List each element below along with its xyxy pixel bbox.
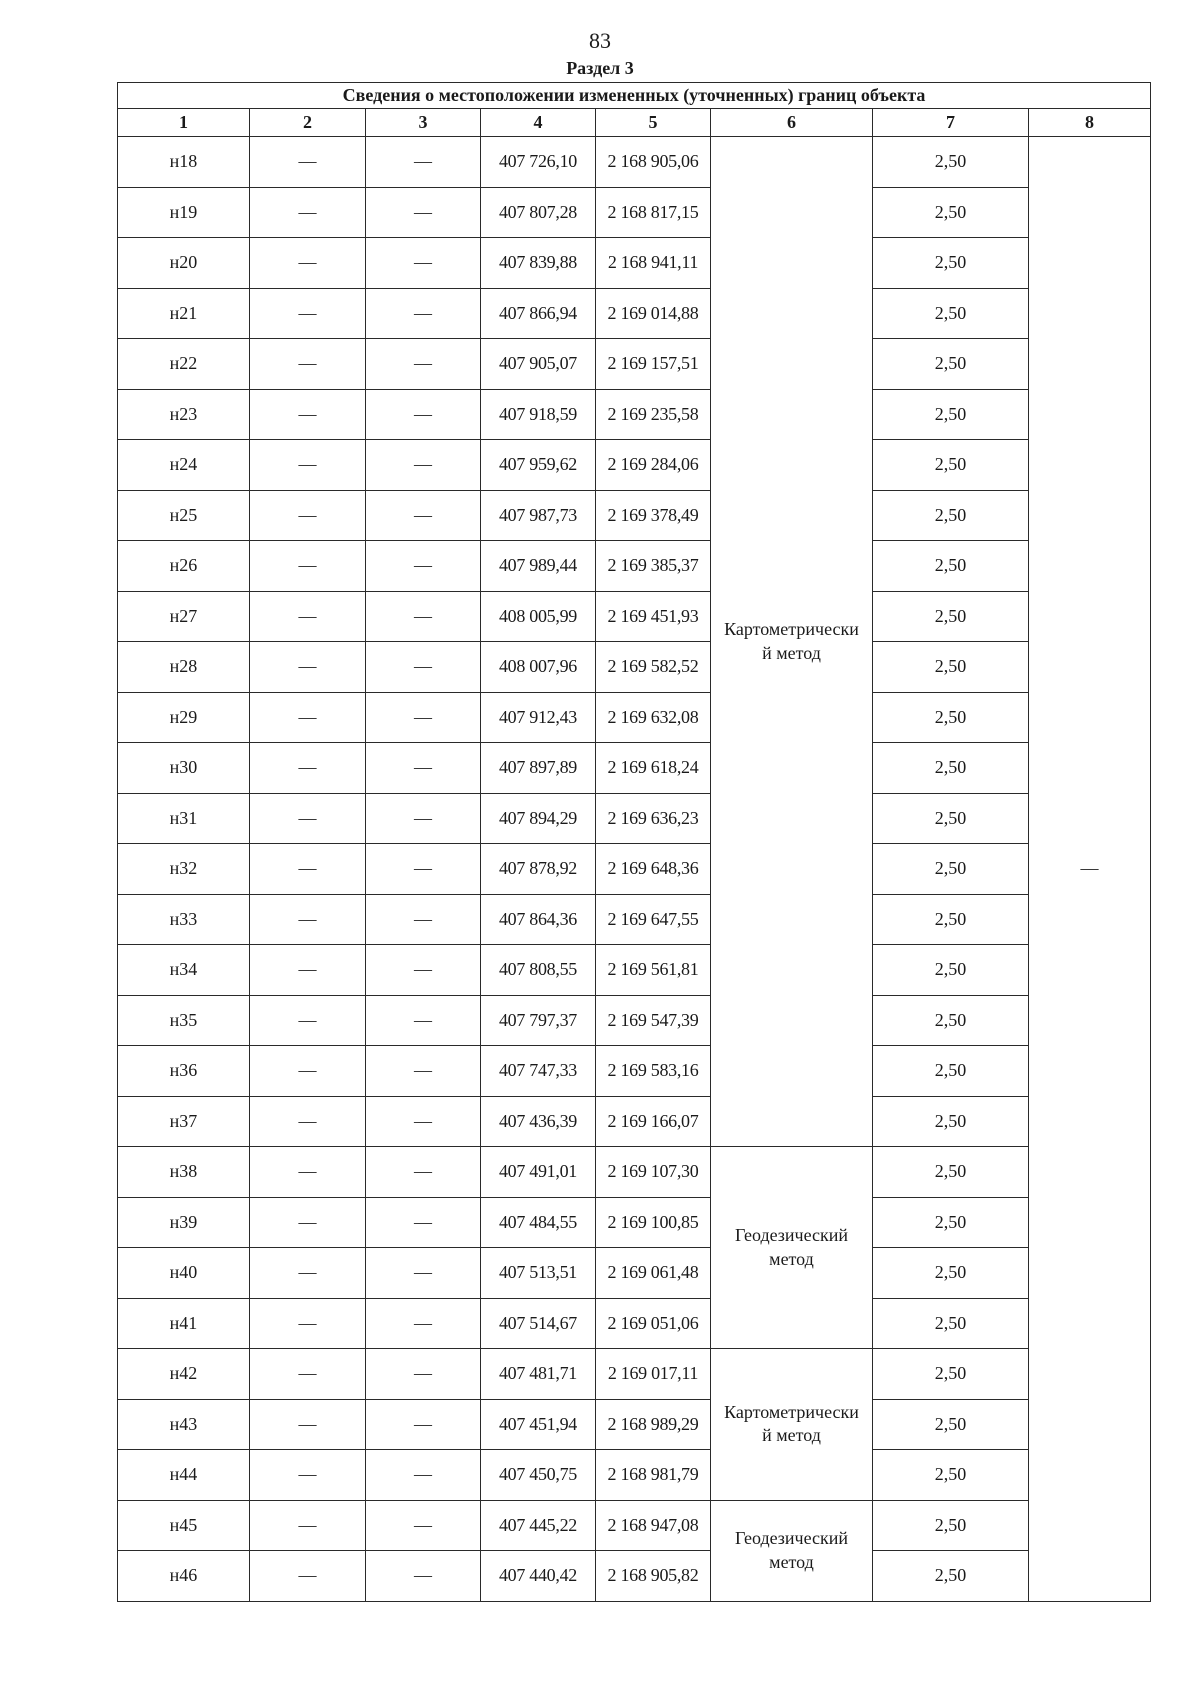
x-coordinate: 407 905,07: [481, 339, 596, 390]
col2-value: —: [250, 339, 366, 390]
table-row: [118, 137, 1151, 188]
table-caption: Сведения о местоположении измененных (уточненных) границ объекта: [118, 83, 1151, 109]
point-name: н29: [118, 692, 250, 743]
y-coordinate: 2 169 100,85: [596, 1197, 711, 1248]
table-row: [118, 692, 1151, 743]
point-name: н31: [118, 793, 250, 844]
point-name: н33: [118, 894, 250, 945]
x-coordinate: 407 987,73: [481, 490, 596, 541]
col2-value: —: [250, 642, 366, 693]
table-row: [118, 591, 1151, 642]
point-name: н41: [118, 1298, 250, 1349]
y-coordinate: 2 169 582,52: [596, 642, 711, 693]
col3-value: —: [366, 288, 481, 339]
y-coordinate: 2 169 107,30: [596, 1147, 711, 1198]
y-coordinate: 2 168 989,29: [596, 1399, 711, 1450]
col3-value: —: [366, 945, 481, 996]
y-coordinate: 2 169 017,11: [596, 1349, 711, 1400]
y-coordinate: 2 169 647,55: [596, 894, 711, 945]
col3-value: —: [366, 642, 481, 693]
x-coordinate: 407 481,71: [481, 1349, 596, 1400]
column-header-2: 2: [250, 109, 366, 137]
point-name: н43: [118, 1399, 250, 1450]
col2-value: —: [250, 187, 366, 238]
col3-value: —: [366, 1147, 481, 1198]
x-coordinate: 407 514,67: [481, 1298, 596, 1349]
table-row: [118, 1046, 1151, 1097]
y-coordinate: 2 169 166,07: [596, 1096, 711, 1147]
x-coordinate: 407 897,89: [481, 743, 596, 794]
col3-value: —: [366, 844, 481, 895]
col3-value: —: [366, 137, 481, 188]
precision-value: 2,50: [873, 1298, 1029, 1349]
precision-value: 2,50: [873, 591, 1029, 642]
point-name: н45: [118, 1500, 250, 1551]
y-coordinate: 2 169 632,08: [596, 692, 711, 743]
x-coordinate: 407 866,94: [481, 288, 596, 339]
table-row: [118, 1500, 1151, 1551]
point-name: н36: [118, 1046, 250, 1097]
col3-value: —: [366, 238, 481, 289]
point-name: н22: [118, 339, 250, 390]
col3-value: —: [366, 1298, 481, 1349]
precision-value: 2,50: [873, 1349, 1029, 1400]
x-coordinate: 407 484,55: [481, 1197, 596, 1248]
point-name: н19: [118, 187, 250, 238]
x-coordinate: 407 808,55: [481, 945, 596, 996]
x-coordinate: 407 959,62: [481, 440, 596, 491]
col2-value: —: [250, 844, 366, 895]
table-row: [118, 288, 1151, 339]
x-coordinate: 407 878,92: [481, 844, 596, 895]
y-coordinate: 2 168 947,08: [596, 1500, 711, 1551]
table-row: [118, 389, 1151, 440]
x-coordinate: 407 918,59: [481, 389, 596, 440]
col2-value: —: [250, 389, 366, 440]
col2-value: —: [250, 945, 366, 996]
table-row: [118, 1551, 1151, 1602]
column-header-6: 6: [711, 109, 873, 137]
column-header-8: 8: [1029, 109, 1151, 137]
point-name: н42: [118, 1349, 250, 1400]
method-cell: Геодезический метод: [711, 1500, 873, 1601]
col2-value: —: [250, 1500, 366, 1551]
x-coordinate: 407 726,10: [481, 137, 596, 188]
point-name: н20: [118, 238, 250, 289]
precision-value: 2,50: [873, 743, 1029, 794]
col2-value: —: [250, 137, 366, 188]
precision-value: 2,50: [873, 490, 1029, 541]
col2-value: —: [250, 793, 366, 844]
table-row: [118, 238, 1151, 289]
y-coordinate: 2 169 648,36: [596, 844, 711, 895]
precision-value: 2,50: [873, 288, 1029, 339]
col2-value: —: [250, 1551, 366, 1602]
precision-value: 2,50: [873, 1096, 1029, 1147]
point-name: н30: [118, 743, 250, 794]
precision-value: 2,50: [873, 1197, 1029, 1248]
x-coordinate: 407 440,42: [481, 1551, 596, 1602]
point-name: н26: [118, 541, 250, 592]
y-coordinate: 2 169 051,06: [596, 1298, 711, 1349]
x-coordinate: 407 912,43: [481, 692, 596, 743]
y-coordinate: 2 169 385,37: [596, 541, 711, 592]
column-header-3: 3: [366, 109, 481, 137]
y-coordinate: 2 169 378,49: [596, 490, 711, 541]
col2-value: —: [250, 541, 366, 592]
y-coordinate: 2 168 817,15: [596, 187, 711, 238]
table-row: [118, 1399, 1151, 1450]
point-name: н32: [118, 844, 250, 895]
col2-value: —: [250, 995, 366, 1046]
col2-value: —: [250, 1349, 366, 1400]
col2-value: —: [250, 1399, 366, 1450]
x-coordinate: 407 894,29: [481, 793, 596, 844]
precision-value: 2,50: [873, 642, 1029, 693]
col3-value: —: [366, 541, 481, 592]
col3-value: —: [366, 440, 481, 491]
col3-value: —: [366, 389, 481, 440]
precision-value: 2,50: [873, 692, 1029, 743]
col2-value: —: [250, 692, 366, 743]
precision-value: 2,50: [873, 137, 1029, 188]
col3-value: —: [366, 995, 481, 1046]
y-coordinate: 2 168 905,82: [596, 1551, 711, 1602]
col3-value: —: [366, 1248, 481, 1299]
col2-value: —: [250, 238, 366, 289]
precision-value: 2,50: [873, 1046, 1029, 1097]
col2-value: —: [250, 1147, 366, 1198]
y-coordinate: 2 169 636,23: [596, 793, 711, 844]
column-header-5: 5: [596, 109, 711, 137]
method-cell: Картометрически й метод: [711, 1349, 873, 1501]
point-name: н24: [118, 440, 250, 491]
col3-value: —: [366, 692, 481, 743]
x-coordinate: 407 839,88: [481, 238, 596, 289]
precision-value: 2,50: [873, 1551, 1029, 1602]
col3-value: —: [366, 743, 481, 794]
point-name: н23: [118, 389, 250, 440]
table-row: [118, 844, 1151, 895]
table-row: [118, 894, 1151, 945]
table-row: [118, 1096, 1151, 1147]
precision-value: 2,50: [873, 1399, 1029, 1450]
point-name: н46: [118, 1551, 250, 1602]
col3-value: —: [366, 1399, 481, 1450]
col2-value: —: [250, 288, 366, 339]
col3-value: —: [366, 339, 481, 390]
precision-value: 2,50: [873, 541, 1029, 592]
point-name: н21: [118, 288, 250, 339]
y-coordinate: 2 169 284,06: [596, 440, 711, 491]
point-name: н27: [118, 591, 250, 642]
x-coordinate: 407 491,01: [481, 1147, 596, 1198]
y-coordinate: 2 169 014,88: [596, 288, 711, 339]
x-coordinate: 407 445,22: [481, 1500, 596, 1551]
x-coordinate: 407 451,94: [481, 1399, 596, 1450]
point-name: н28: [118, 642, 250, 693]
x-coordinate: 407 864,36: [481, 894, 596, 945]
point-name: н39: [118, 1197, 250, 1248]
point-name: н44: [118, 1450, 250, 1501]
y-coordinate: 2 169 157,51: [596, 339, 711, 390]
x-coordinate: 407 747,33: [481, 1046, 596, 1097]
point-name: н38: [118, 1147, 250, 1198]
col2-value: —: [250, 1450, 366, 1501]
table-row: [118, 995, 1151, 1046]
precision-value: 2,50: [873, 339, 1029, 390]
table-row: [118, 945, 1151, 996]
table-row: [118, 1349, 1151, 1400]
point-name: н18: [118, 137, 250, 188]
col2-value: —: [250, 1046, 366, 1097]
table-row: [118, 642, 1151, 693]
col2-value: —: [250, 591, 366, 642]
y-coordinate: 2 169 583,16: [596, 1046, 711, 1097]
precision-value: 2,50: [873, 238, 1029, 289]
y-coordinate: 2 168 981,79: [596, 1450, 711, 1501]
col2-value: —: [250, 440, 366, 491]
point-name: н35: [118, 995, 250, 1046]
table-row: [118, 1298, 1151, 1349]
table-row: [118, 1450, 1151, 1501]
point-name: н34: [118, 945, 250, 996]
y-coordinate: 2 168 941,11: [596, 238, 711, 289]
col3-value: —: [366, 1500, 481, 1551]
precision-value: 2,50: [873, 945, 1029, 996]
precision-value: 2,50: [873, 1450, 1029, 1501]
precision-value: 2,50: [873, 389, 1029, 440]
boundary-coordinates-table: [117, 82, 1151, 1602]
table-row: [118, 743, 1151, 794]
y-coordinate: 2 169 451,93: [596, 591, 711, 642]
point-name: н37: [118, 1096, 250, 1147]
method-cell: Картометрически й метод: [711, 137, 873, 1147]
column-header-7: 7: [873, 109, 1029, 137]
column-header-1: 1: [118, 109, 250, 137]
table-row: [118, 793, 1151, 844]
col3-value: —: [366, 1450, 481, 1501]
y-coordinate: 2 169 618,24: [596, 743, 711, 794]
precision-value: 2,50: [873, 1248, 1029, 1299]
col8-value: —: [1029, 137, 1151, 1602]
y-coordinate: 2 169 235,58: [596, 389, 711, 440]
precision-value: 2,50: [873, 440, 1029, 491]
section-title: Раздел 3: [566, 58, 634, 78]
x-coordinate: 407 450,75: [481, 1450, 596, 1501]
col2-value: —: [250, 1096, 366, 1147]
column-header-4: 4: [481, 109, 596, 137]
y-coordinate: 2 169 547,39: [596, 995, 711, 1046]
precision-value: 2,50: [873, 844, 1029, 895]
precision-value: 2,50: [873, 995, 1029, 1046]
col2-value: —: [250, 1298, 366, 1349]
col2-value: —: [250, 490, 366, 541]
col2-value: —: [250, 743, 366, 794]
y-coordinate: 2 169 061,48: [596, 1248, 711, 1299]
y-coordinate: 2 168 905,06: [596, 137, 711, 188]
col2-value: —: [250, 894, 366, 945]
point-name: н25: [118, 490, 250, 541]
x-coordinate: 407 436,39: [481, 1096, 596, 1147]
x-coordinate: 408 007,96: [481, 642, 596, 693]
page-number: 83: [589, 28, 611, 53]
col3-value: —: [366, 1197, 481, 1248]
table-row: [118, 440, 1151, 491]
col3-value: —: [366, 187, 481, 238]
table-row: [118, 339, 1151, 390]
precision-value: 2,50: [873, 1147, 1029, 1198]
col2-value: —: [250, 1197, 366, 1248]
col3-value: —: [366, 1551, 481, 1602]
x-coordinate: 407 797,37: [481, 995, 596, 1046]
col3-value: —: [366, 1096, 481, 1147]
y-coordinate: 2 169 561,81: [596, 945, 711, 996]
x-coordinate: 407 513,51: [481, 1248, 596, 1299]
precision-value: 2,50: [873, 793, 1029, 844]
col3-value: —: [366, 793, 481, 844]
table-row: [118, 1248, 1151, 1299]
point-name: н40: [118, 1248, 250, 1299]
x-coordinate: 407 807,28: [481, 187, 596, 238]
table-row: [118, 541, 1151, 592]
col3-value: —: [366, 591, 481, 642]
table-row: [118, 490, 1151, 541]
x-coordinate: 407 989,44: [481, 541, 596, 592]
col3-value: —: [366, 1349, 481, 1400]
precision-value: 2,50: [873, 1500, 1029, 1551]
x-coordinate: 408 005,99: [481, 591, 596, 642]
precision-value: 2,50: [873, 187, 1029, 238]
col2-value: —: [250, 1248, 366, 1299]
col3-value: —: [366, 1046, 481, 1097]
method-cell: Геодезический метод: [711, 1147, 873, 1349]
table-row: [118, 187, 1151, 238]
table-row: [118, 1147, 1151, 1198]
precision-value: 2,50: [873, 894, 1029, 945]
col3-value: —: [366, 894, 481, 945]
table-row: [118, 1197, 1151, 1248]
col3-value: —: [366, 490, 481, 541]
